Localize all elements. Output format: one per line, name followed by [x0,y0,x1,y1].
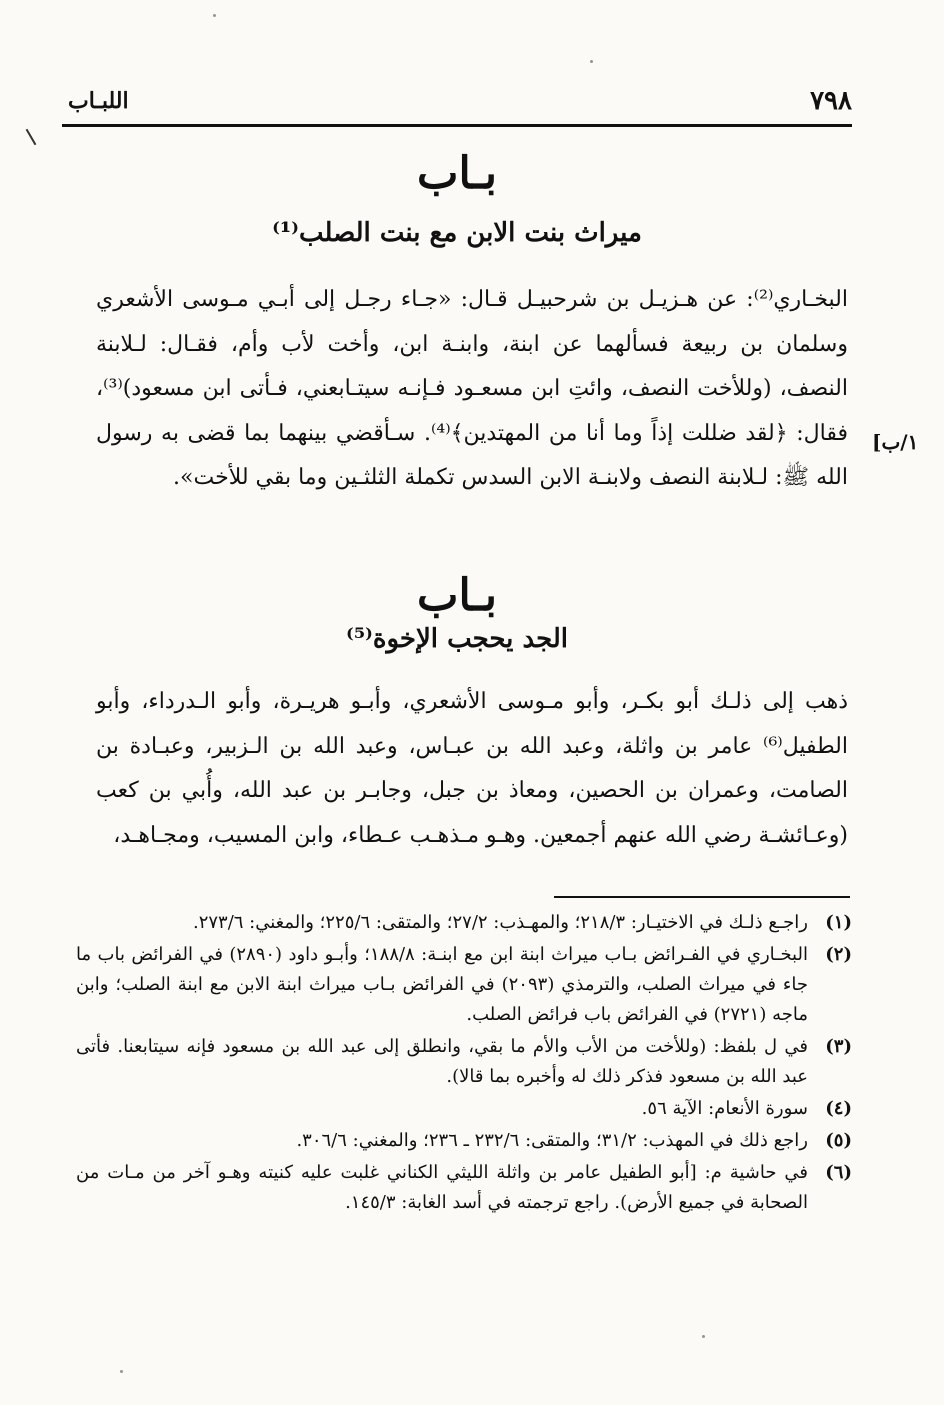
footnote-number: (٥) [825,1130,852,1151]
section-title-1: ميراث بنت الابن مع بنت الصلب⁽¹⁾ [272,218,642,248]
scan-artifact [26,129,37,146]
footnote-number: (٤) [825,1098,852,1119]
scan-speck [213,14,216,17]
footnote-5 [76,1126,852,1156]
footnote-text: راجع ذلك في المهذب: ٣١/٢؛ والمتقى: ٢٣٢/٦ ـ ٢٣٦؛ والمغني: ٣٠٦/٦. [296,1130,808,1151]
header-rule [62,124,852,127]
footnote-6 [76,1158,852,1218]
footnote-number: (٣) [825,1036,852,1057]
footnote-2 [76,940,852,1030]
footnotes [76,908,852,1220]
footnote-number: (٢) [825,944,852,965]
scan-speck [590,60,593,63]
section-heading-1: بـاب [417,148,497,199]
footnote-number: (١) [825,912,852,933]
page-number: ٧٩٨ [810,86,852,116]
page-header [62,86,852,124]
footnote-separator [554,896,850,898]
footnote-text: راجـع ذلـك في الاختيـار: ٢١٨/٣؛ والمهـذب: ٢٧/٢؛ والمتقى: ٢٢٥/٦؛ والمغني: ٢٧٣/٦. [192,912,808,933]
margin-folio-note: [١/ب [872,430,919,454]
footnote-3 [76,1032,852,1092]
footnote-text: في ل بلفظ: (وللأخت من الأب والأم ما بقي، وانطلق إلى عبد الله بن مسعود فإنه سيتابعنا. فأتى عبد الله بن مسعود فذكر ذلك له وأخبره بما قالا). [76,1036,808,1087]
footnote-text: سورة الأنعام: الآية ٥٦. [641,1098,808,1119]
section-title-2: الجد يحجب الإخوة⁽⁵⁾ [345,624,569,654]
footnote-4 [76,1094,852,1124]
paragraph-2: ذهب إلى ذلـك أبو بكـر، وأبو مـوسى الأشعري، وأبـو هريـرة، وأبو الـدرداء، وأبو الطفيل⁽⁶⁾ عامر بن واثلة، وعبد الله بن عبـاس، وعبد الله بن الـزبير، وعبـادة بن الصامت، وعمران بن الحصين، ومعاذ بن جبل، وجابـر بن عبد الله، وأُبي بن كعب (وعـائشـة رضي الله عنهم أجمعين. وهـو مـذهـب عـطاء، وابن المسيب، ومجـاهـد، [96,689,848,848]
paragraph-1: البخـاري⁽²⁾: عن هـزيـل بن شرحبيـل قـال: «جـاء رجـل إلى أبـي مـوسى الأشعري وسلمان بن ربيعة فسألهما عن ابنة، وابنـة ابن، وأخت لأب وأم، فقـال: لـلابنة النصف، (وللأخت النصف، وائتِ ابن مسعـود فـإنـه سيتـابعني، فـأتى ابن مسعود)⁽³⁾، فقال: ﴿لقد ضللت إذاً وما أنا من المهتدين﴾⁽⁴⁾. سـأقضي بينهما بما قضى به رسول الله ﷺ: لـلابنة النصف ولابنـة الابن السدس تكملة الثلثـين وما بقي للأخت». [96,287,848,490]
running-title: اللبـاب [68,88,129,114]
scan-speck [120,1370,123,1373]
section-heading-2: بـاب [417,570,497,621]
footnote-text: في حاشية م: [أبو الطفيل عامر بن واثلة الليثي الكناني غلبت عليه كنيته وهـو آخر من مـات من الصحابة في جميع الأرض). راجع ترجمته في أسد الغابة: ١٤٥/٣. [76,1162,808,1213]
scan-speck [702,1335,705,1338]
footnote-number: (٦) [825,1162,852,1183]
footnote-1 [76,908,852,938]
footnote-text: البخـاري في الفـرائض بـاب ميراث ابنة ابن مع ابنـة: ١٨٨/٨؛ وأبـو داود (٢٨٩٠) في الفرائض باب ما جاء في ميراث الصلب، والترمذي (٢٠٩٣) في الفرائض بـاب ميراث ابنة الابن مع ابنة الصلب؛ وابن ماجه (٢٧٢١) في الفرائض باب فرائض الصلب. [76,944,808,1025]
